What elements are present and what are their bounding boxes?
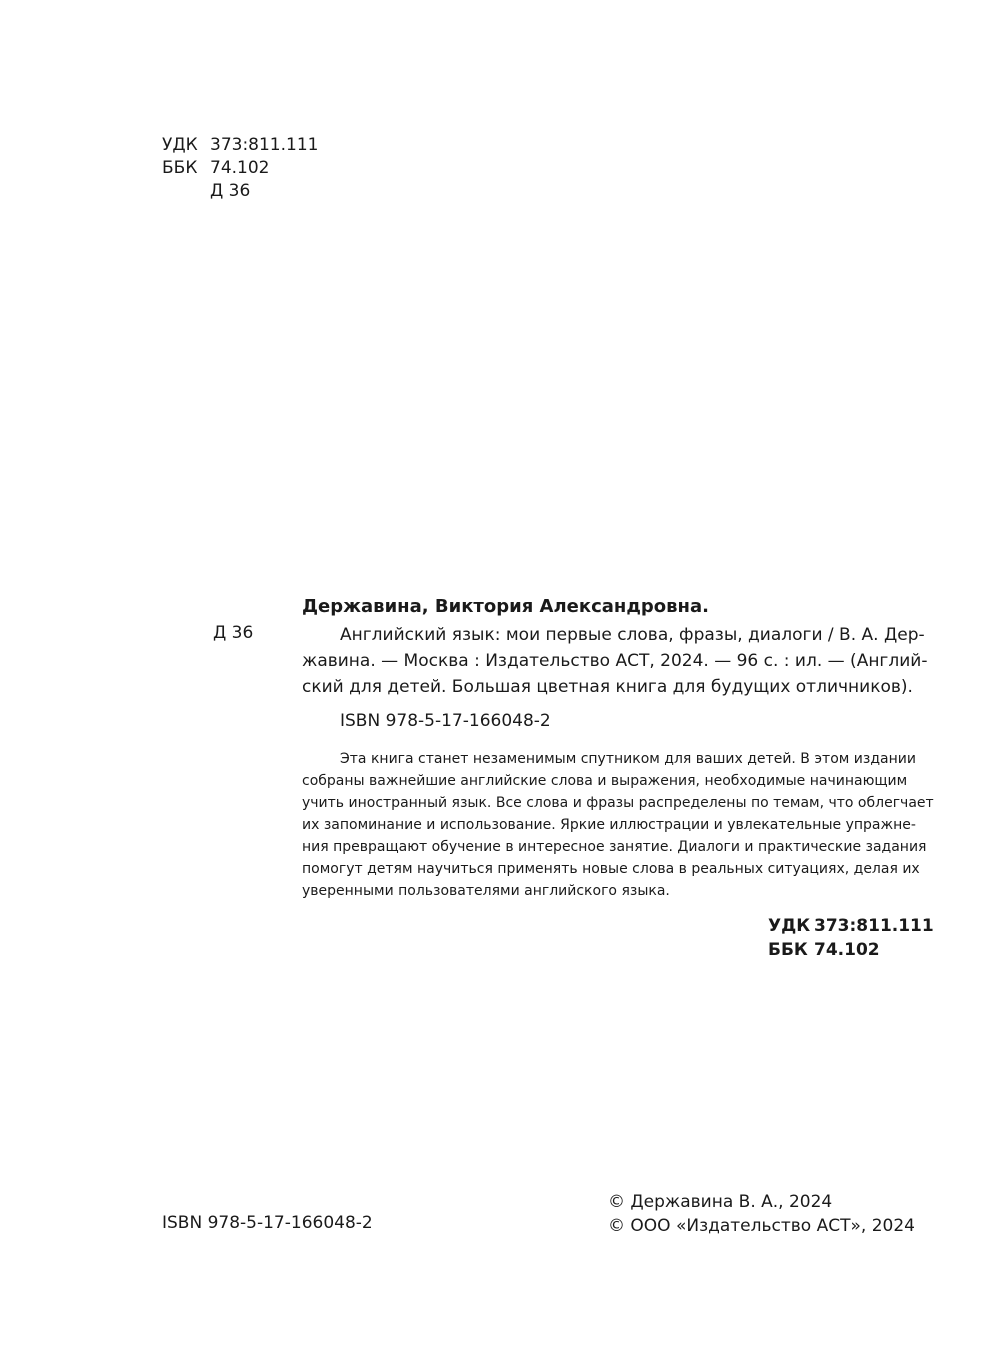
copyright-publisher: © ООО «Издательство АСТ», 2024 <box>608 1216 915 1236</box>
author-mark-row <box>162 180 318 203</box>
bbk-label: ББК <box>162 158 198 178</box>
top-classification <box>162 134 318 203</box>
copyright-author: © Державина В. А., 2024 <box>608 1192 833 1212</box>
udk-label: УДК <box>768 916 811 936</box>
description-line: Английский язык: мои первые слова, фразы, диалоги / В. А. Дер- <box>340 625 925 645</box>
entry-description <box>302 622 928 700</box>
annotation-line: Эта книга станет незаменимым спутником для ваших детей. В этом издании <box>340 751 916 767</box>
author-mark: Д 36 <box>210 181 251 201</box>
bbk-value: 74.102 <box>814 940 880 960</box>
entry-author-mark: Д 36 <box>213 623 254 643</box>
entry-author: Державина, Виктория Александровна. <box>302 596 709 617</box>
footer-isbn: ISBN 978-5-17-166048-2 <box>162 1213 373 1233</box>
entry-isbn: ISBN 978-5-17-166048-2 <box>340 711 551 731</box>
udk-label: УДК <box>162 135 198 155</box>
description-line: жавина. — Москва : Издательство АСТ, 2024. — 96 с. : ил. — (Англий- <box>302 651 928 671</box>
annotation-line: ния превращают обучение в интересное занятие. Диалоги и практические задания <box>302 839 927 855</box>
bottom-classification <box>768 914 934 962</box>
udk-row <box>768 914 934 938</box>
bbk-value: 74.102 <box>210 158 270 178</box>
annotation-line: учить иностранный язык. Все слова и фразы распределены по темам, что облегчает <box>302 795 934 811</box>
annotation-line: собраны важнейшие английские слова и выражения, необходимые начинающим <box>302 773 908 789</box>
annotation <box>302 748 934 902</box>
description-line: ский для детей. Большая цветная книга для будущих отличников). <box>302 677 913 697</box>
copyright-block <box>608 1190 915 1238</box>
bbk-label: ББК <box>768 940 808 960</box>
annotation-line: уверенными пользователями английского языка. <box>302 883 670 899</box>
udk-value: 373:811.111 <box>210 135 319 155</box>
annotation-line: их запоминание и использование. Яркие иллюстрации и увлекательные упражне- <box>302 817 916 833</box>
annotation-line: помогут детям научиться применять новые слова в реальных ситуациях, делая их <box>302 861 920 877</box>
udk-value: 373:811.111 <box>814 916 934 936</box>
bbk-row <box>162 157 318 180</box>
udk-row <box>162 134 318 157</box>
bbk-row <box>768 938 934 962</box>
